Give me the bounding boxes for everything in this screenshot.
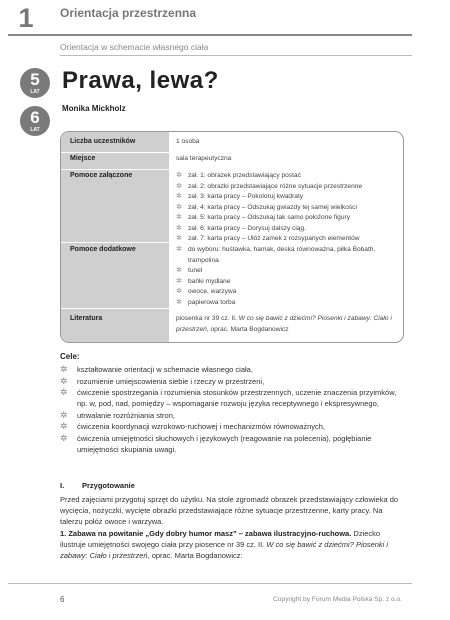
exercise-lead: 1. Zabawa na powitanie „Gdy dobry humor masz” – zabawa ilustracyjno-ruchowa.: [60, 529, 352, 538]
list-item: ✲ tunel: [176, 266, 396, 277]
label-column: [61, 132, 169, 342]
age-badge-label: LAT: [30, 89, 40, 95]
literature-label: Literatura: [70, 315, 103, 322]
copyright-text: Copyright by Forum Media Polska Sp. z o.o.: [273, 596, 402, 603]
preparation-heading: [60, 481, 135, 490]
age-badge-label: LAT: [30, 127, 40, 133]
place-label: Miejsce: [70, 155, 96, 162]
literature-italic: W co się bawić z dziećmi? Piosenki i zabawy: Ciało i przestrzeń: [176, 315, 392, 333]
goals-section: [60, 351, 405, 455]
list-item: ✲ owoce, warzywa: [176, 287, 396, 298]
exercise-italic: W co się bawić z dziećmi? Piosenki i zabawy: Ciało i przestrzeń: [60, 540, 389, 560]
section-number: I.: [60, 481, 65, 490]
age-badge-5: [20, 68, 50, 98]
row-divider: [61, 152, 403, 153]
list-item: ✲ zał. 2: obrazki przedstawiające różne sytuacje przestrzenne: [176, 182, 396, 193]
additional-aids-label: Pomoce dodatkowe: [70, 246, 136, 253]
age-badge-number: 5: [30, 70, 40, 89]
participants-value: 1 osoba: [176, 138, 200, 145]
age-badge-number: 6: [30, 108, 40, 127]
literature-end: , oprac. Marta Bogdanowicz: [206, 325, 289, 333]
section-heading-text: Przygotowanie: [82, 481, 135, 490]
row-divider: [61, 169, 403, 170]
page-title: Prawa, lewa?: [62, 67, 219, 94]
list-item: ✲ zał. 5: karta pracy – Odszukaj tak samo położone figury: [176, 213, 396, 224]
attached-aids-list: [176, 171, 396, 245]
footer-divider: [8, 583, 412, 584]
additional-aids-list: [176, 245, 396, 308]
page-number: 6: [60, 595, 65, 604]
goal-item: ✲ ćwiczenia koordynacji wzrokowo-ruchowej i mechanizmów równoważnych,: [60, 421, 405, 432]
author-name: Monika Mickholz: [62, 104, 126, 113]
list-item: ✲ zał. 6: karta pracy – Dorysuj dalszy ciąg.: [176, 224, 396, 235]
goal-item: ✲ ćwiczenia umiejętności słuchowych i językowych (reagowanie na polecenia), pogłębianie umiejętności skupiania uwagi.: [60, 433, 405, 455]
goal-item: ✲ kształtowanie orientacji w schemacie własnego ciała,: [60, 364, 405, 375]
goal-item: ✲ ćwiczenie spostrzegania i rozumienia stosunków przestrzennych, uczenie znaczenia przyimków, np. w, pod, nad, pomiędzy – wspomaganie rozwoju języka receptywnego i ekspresywnego,: [60, 387, 405, 409]
list-item: ✲ zał. 3: karta pracy – Pokoloruj kwadraty: [176, 192, 396, 203]
exercise-text: Dziecko ilustruje umiejętności swojego ciała przy piosence nr 39 cz. II.: [60, 529, 381, 549]
goals-heading: Cele:: [60, 352, 80, 361]
list-item: ✲ zał. 1: obrazek przedstawiający postać: [176, 171, 396, 182]
list-item: ✲ do wyboru: huśtawka, hamak, deska równoważna, piłka Bobath, trampolina: [176, 245, 396, 266]
literature-plain: piosenka nr 39 cz. II.: [176, 315, 239, 322]
chapter-divider: [8, 34, 412, 36]
subtitle-divider: [60, 55, 412, 56]
row-divider: [61, 308, 403, 309]
exercise-text-end: , oprac. Marta Bogdanowicz:: [147, 551, 243, 560]
participants-label: Liczba uczestników: [70, 138, 136, 145]
goal-item: ✲ utrwalanie rozróżniania stron,: [60, 410, 405, 421]
goal-item: ✲ rozumienie umiejscowienia siebie i rzeczy w przestrzeni,: [60, 376, 405, 387]
chapter-number: 1: [18, 3, 34, 33]
info-table: [60, 131, 404, 343]
list-item: ✲ zał. 4: karta pracy – Odszukaj gwiazdy tej samej wielkości: [176, 203, 396, 214]
attached-aids-label: Pomoce załączone: [70, 172, 133, 179]
age-badge-6: [20, 106, 50, 136]
list-item: ✲ bańki mydlane: [176, 277, 396, 288]
place-value: sala terapeutyczna: [176, 155, 232, 162]
chapter-title: Orientacja przestrzenna: [60, 6, 197, 20]
list-item: ✲ zał. 7: karta pracy – Ułóż zamek z rozsypanych elementów: [176, 234, 396, 245]
literature-value: [176, 314, 396, 335]
exercise-paragraph: [60, 528, 405, 561]
preparation-paragraph: Przed zajęciami przygotuj sprzęt do użytku. Na stole zgromadź obrazek przedstawiający człowieka do wycięcia, nożyczki, wycięte obrazki przedstawiające różne sytuacje przestrzenne, karty pracy. Na talerzu połóż owoce i warzywa.: [60, 495, 399, 526]
list-item: ✲ papierowa torba: [176, 298, 396, 309]
section-subtitle: Orientacja w schemacie własnego ciała: [60, 42, 209, 52]
